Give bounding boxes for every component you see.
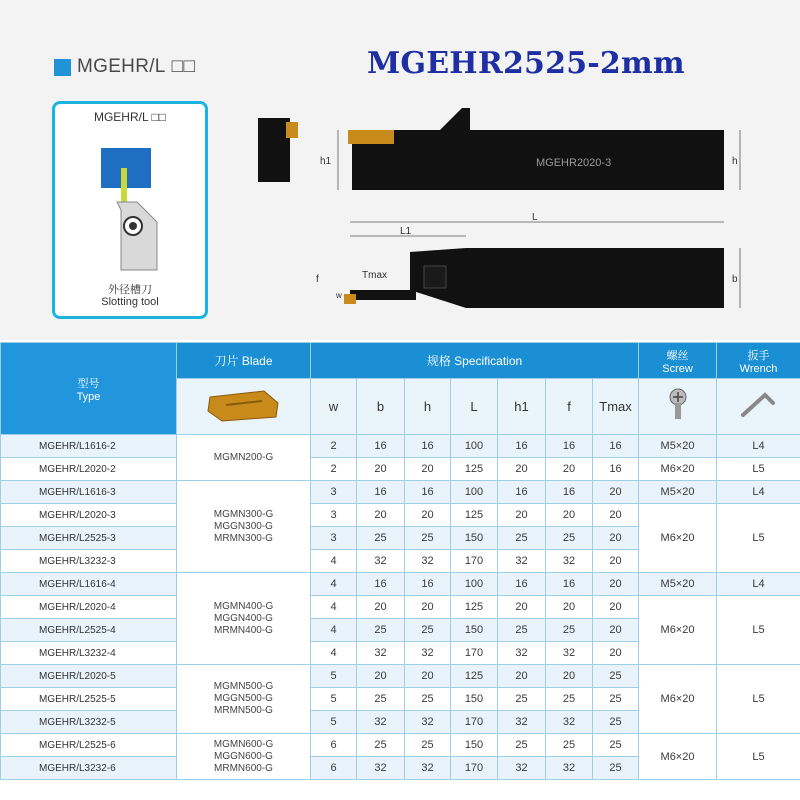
- side-engraving: MGEHR2020-3: [536, 157, 612, 169]
- tmax-cell: 20: [593, 481, 639, 504]
- tmax-cell: 20: [593, 504, 639, 527]
- dim-Tmax: Tmax: [362, 270, 387, 281]
- header-blade: 刀片 Blade: [177, 343, 311, 379]
- wrench-cell: L5: [717, 458, 800, 481]
- b-cell: 20: [357, 504, 405, 527]
- w-cell: 3: [311, 481, 357, 504]
- screw-cell: M5×20: [639, 573, 717, 596]
- tool-type-card: [52, 101, 208, 319]
- f-cell: 32: [546, 757, 593, 780]
- f-cell: 20: [546, 596, 593, 619]
- h-cell: 16: [405, 435, 451, 458]
- h-cell: 20: [405, 504, 451, 527]
- dim-b: b: [732, 274, 738, 285]
- f-cell: 16: [546, 573, 593, 596]
- type-cell: MGEHR/L3232-4: [1, 642, 177, 665]
- w-cell: 2: [311, 458, 357, 481]
- b-cell: 32: [357, 757, 405, 780]
- w-cell: 4: [311, 550, 357, 573]
- b-cell: 25: [357, 619, 405, 642]
- b-cell: 25: [357, 734, 405, 757]
- series-name: MGEHR/L: [77, 56, 166, 77]
- L-cell: 100: [451, 435, 498, 458]
- col-L: L: [451, 379, 498, 435]
- col-tmax: Tmax: [593, 379, 639, 435]
- col-b: b: [357, 379, 405, 435]
- L-cell: 150: [451, 688, 498, 711]
- w-cell: 4: [311, 573, 357, 596]
- tmax-cell: 25: [593, 711, 639, 734]
- w-cell: 5: [311, 665, 357, 688]
- end-view-blade: [286, 122, 298, 138]
- blade-cell: MGMN300-G MGGN300-G MRMN300-G: [177, 481, 311, 573]
- b-cell: 32: [357, 711, 405, 734]
- caption-cn: 外径槽刀: [108, 284, 152, 296]
- L-cell: 170: [451, 642, 498, 665]
- h-cell: 25: [405, 527, 451, 550]
- h-cell: 32: [405, 757, 451, 780]
- wrench-cell: L5: [717, 504, 800, 573]
- technical-drawings: [240, 100, 760, 330]
- h-cell: 25: [405, 688, 451, 711]
- screw-cell: M6×20: [639, 665, 717, 734]
- type-cell: MGEHR/L1616-4: [1, 573, 177, 596]
- table-row: [1, 734, 800, 757]
- type-cell: MGEHR/L2525-4: [1, 619, 177, 642]
- side-view-body: [352, 108, 724, 190]
- dim-h1: h1: [320, 156, 332, 167]
- table-row: [1, 504, 800, 527]
- col-w: w: [311, 379, 357, 435]
- h-cell: 32: [405, 550, 451, 573]
- f-cell: 32: [546, 711, 593, 734]
- f-cell: 20: [546, 504, 593, 527]
- wrench-cell: L4: [717, 435, 800, 458]
- h-cell: 32: [405, 642, 451, 665]
- table-row: [1, 435, 800, 458]
- dim-L: L: [532, 212, 538, 223]
- L-cell: 100: [451, 573, 498, 596]
- h1-cell: 20: [498, 504, 546, 527]
- blade-insert-icon: [177, 379, 311, 435]
- h-cell: 32: [405, 711, 451, 734]
- end-view-body: [258, 118, 290, 182]
- series-suffix: □□: [171, 56, 196, 77]
- top-view-neck: [350, 290, 416, 300]
- f-cell: 25: [546, 734, 593, 757]
- h-cell: 20: [405, 665, 451, 688]
- tmax-cell: 20: [593, 573, 639, 596]
- h1-cell: 20: [498, 458, 546, 481]
- dim-h: h: [732, 156, 738, 167]
- type-cell: MGEHR/L2525-5: [1, 688, 177, 711]
- top-view-body: [410, 248, 724, 308]
- wrench-cell: L5: [717, 665, 800, 734]
- blade-cell: MGMN200-G: [177, 435, 311, 481]
- w-cell: 3: [311, 527, 357, 550]
- card-title: MGEHR/L □□: [93, 110, 167, 124]
- L-cell: 125: [451, 665, 498, 688]
- h1-cell: 32: [498, 711, 546, 734]
- spec-table: [0, 342, 800, 780]
- L-cell: 125: [451, 504, 498, 527]
- screw-cell: M6×20: [639, 596, 717, 665]
- type-cell: MGEHR/L3232-6: [1, 757, 177, 780]
- f-cell: 32: [546, 550, 593, 573]
- tmax-cell: 20: [593, 619, 639, 642]
- type-cell: MGEHR/L2020-3: [1, 504, 177, 527]
- h1-cell: 32: [498, 757, 546, 780]
- h1-cell: 16: [498, 573, 546, 596]
- product-illustration-area: [0, 0, 800, 340]
- screw-icon: [639, 379, 717, 435]
- w-cell: 3: [311, 504, 357, 527]
- tmax-cell: 25: [593, 688, 639, 711]
- product-title: MGEHR2525-2mm: [367, 46, 685, 81]
- blade-cell: MGMN500-G MGGN500-G MRMN500-G: [177, 665, 311, 734]
- b-cell: 20: [357, 596, 405, 619]
- tmax-cell: 20: [593, 596, 639, 619]
- h1-cell: 20: [498, 596, 546, 619]
- type-cell: MGEHR/L2020-4: [1, 596, 177, 619]
- blade-tip: [121, 168, 127, 202]
- clamp-screw-center: [129, 222, 137, 230]
- table-row: [1, 481, 800, 504]
- L-cell: 150: [451, 734, 498, 757]
- table-row: [1, 573, 800, 596]
- b-cell: 16: [357, 573, 405, 596]
- h1-cell: 25: [498, 734, 546, 757]
- b-cell: 20: [357, 458, 405, 481]
- wrench-cell: L4: [717, 573, 800, 596]
- tmax-cell: 20: [593, 527, 639, 550]
- type-cell: MGEHR/L2020-5: [1, 665, 177, 688]
- wrench-cell: L5: [717, 596, 800, 665]
- L-cell: 100: [451, 481, 498, 504]
- h-cell: 25: [405, 619, 451, 642]
- screw-cell: M6×20: [639, 504, 717, 573]
- w-cell: 6: [311, 757, 357, 780]
- f-cell: 16: [546, 435, 593, 458]
- series-label: [54, 56, 195, 78]
- type-cell: MGEHR/L3232-5: [1, 711, 177, 734]
- table-row: [1, 458, 800, 481]
- wrench-cell: L5: [717, 734, 800, 780]
- f-cell: 25: [546, 688, 593, 711]
- tmax-cell: 25: [593, 665, 639, 688]
- tmax-cell: 25: [593, 734, 639, 757]
- L-cell: 170: [451, 711, 498, 734]
- b-cell: 32: [357, 550, 405, 573]
- header-wrench: 扳手 Wrench: [717, 343, 800, 379]
- screw-cell: M5×20: [639, 481, 717, 504]
- table-row: [1, 596, 800, 619]
- b-cell: 25: [357, 688, 405, 711]
- top-view-blade: [344, 294, 356, 304]
- h1-cell: 32: [498, 642, 546, 665]
- dim-w: w: [336, 291, 342, 300]
- side-view-blade: [348, 130, 394, 144]
- f-cell: 20: [546, 458, 593, 481]
- table-row: [1, 665, 800, 688]
- col-h: h: [405, 379, 451, 435]
- h1-cell: 20: [498, 665, 546, 688]
- screw-cell: M6×20: [639, 734, 717, 780]
- h1-cell: 32: [498, 550, 546, 573]
- f-cell: 20: [546, 665, 593, 688]
- b-cell: 32: [357, 642, 405, 665]
- h1-cell: 16: [498, 435, 546, 458]
- f-cell: 16: [546, 481, 593, 504]
- w-cell: 5: [311, 711, 357, 734]
- w-cell: 2: [311, 435, 357, 458]
- L-cell: 150: [451, 527, 498, 550]
- tmax-cell: 20: [593, 642, 639, 665]
- w-cell: 5: [311, 688, 357, 711]
- b-cell: 16: [357, 481, 405, 504]
- wrench-icon: [717, 379, 800, 435]
- header-spec: 规格 Specification: [311, 343, 639, 379]
- w-cell: 6: [311, 734, 357, 757]
- h1-cell: 25: [498, 619, 546, 642]
- col-f: f: [546, 379, 593, 435]
- type-cell: MGEHR/L1616-3: [1, 481, 177, 504]
- dim-L1: L1: [400, 226, 412, 237]
- type-cell: MGEHR/L2525-3: [1, 527, 177, 550]
- f-cell: 32: [546, 642, 593, 665]
- blade-cell: MGMN600-G MGGN600-G MRMN600-G: [177, 734, 311, 780]
- screw-cell: M5×20: [639, 435, 717, 458]
- blade-cell: MGMN400-G MGGN400-G MRMN400-G: [177, 573, 311, 665]
- h1-cell: 25: [498, 527, 546, 550]
- h-cell: 25: [405, 734, 451, 757]
- h-cell: 16: [405, 481, 451, 504]
- type-cell: MGEHR/L2020-2: [1, 458, 177, 481]
- h1-cell: 25: [498, 688, 546, 711]
- col-h1: h1: [498, 379, 546, 435]
- wrench-cell: L4: [717, 481, 800, 504]
- screw-cell: M6×20: [639, 458, 717, 481]
- h-cell: 16: [405, 573, 451, 596]
- f-cell: 25: [546, 619, 593, 642]
- h-cell: 20: [405, 596, 451, 619]
- f-cell: 25: [546, 527, 593, 550]
- L-cell: 170: [451, 550, 498, 573]
- caption-en: Slotting tool: [101, 296, 159, 308]
- dim-f: f: [316, 274, 319, 285]
- tmax-cell: 25: [593, 757, 639, 780]
- type-cell: MGEHR/L1616-2: [1, 435, 177, 458]
- tmax-cell: 16: [593, 458, 639, 481]
- w-cell: 4: [311, 642, 357, 665]
- type-cell: MGEHR/L2525-6: [1, 734, 177, 757]
- type-cell: MGEHR/L3232-3: [1, 550, 177, 573]
- L-cell: 125: [451, 458, 498, 481]
- tmax-cell: 16: [593, 435, 639, 458]
- w-cell: 4: [311, 596, 357, 619]
- h1-cell: 16: [498, 481, 546, 504]
- w-cell: 4: [311, 619, 357, 642]
- h-cell: 20: [405, 458, 451, 481]
- b-cell: 25: [357, 527, 405, 550]
- top-view-screw: [424, 266, 446, 288]
- blue-square-marker: [54, 59, 71, 76]
- b-cell: 20: [357, 665, 405, 688]
- slotting-tool-diagram: [55, 130, 205, 280]
- tool-holder-shape: [117, 202, 157, 270]
- L-cell: 125: [451, 596, 498, 619]
- L-cell: 170: [451, 757, 498, 780]
- L-cell: 150: [451, 619, 498, 642]
- header-screw: 螺丝 Screw: [639, 343, 717, 379]
- tmax-cell: 20: [593, 550, 639, 573]
- card-caption: [55, 284, 205, 308]
- b-cell: 16: [357, 435, 405, 458]
- header-type: 型号 Type: [1, 343, 177, 435]
- spec-table-wrap: [0, 342, 800, 780]
